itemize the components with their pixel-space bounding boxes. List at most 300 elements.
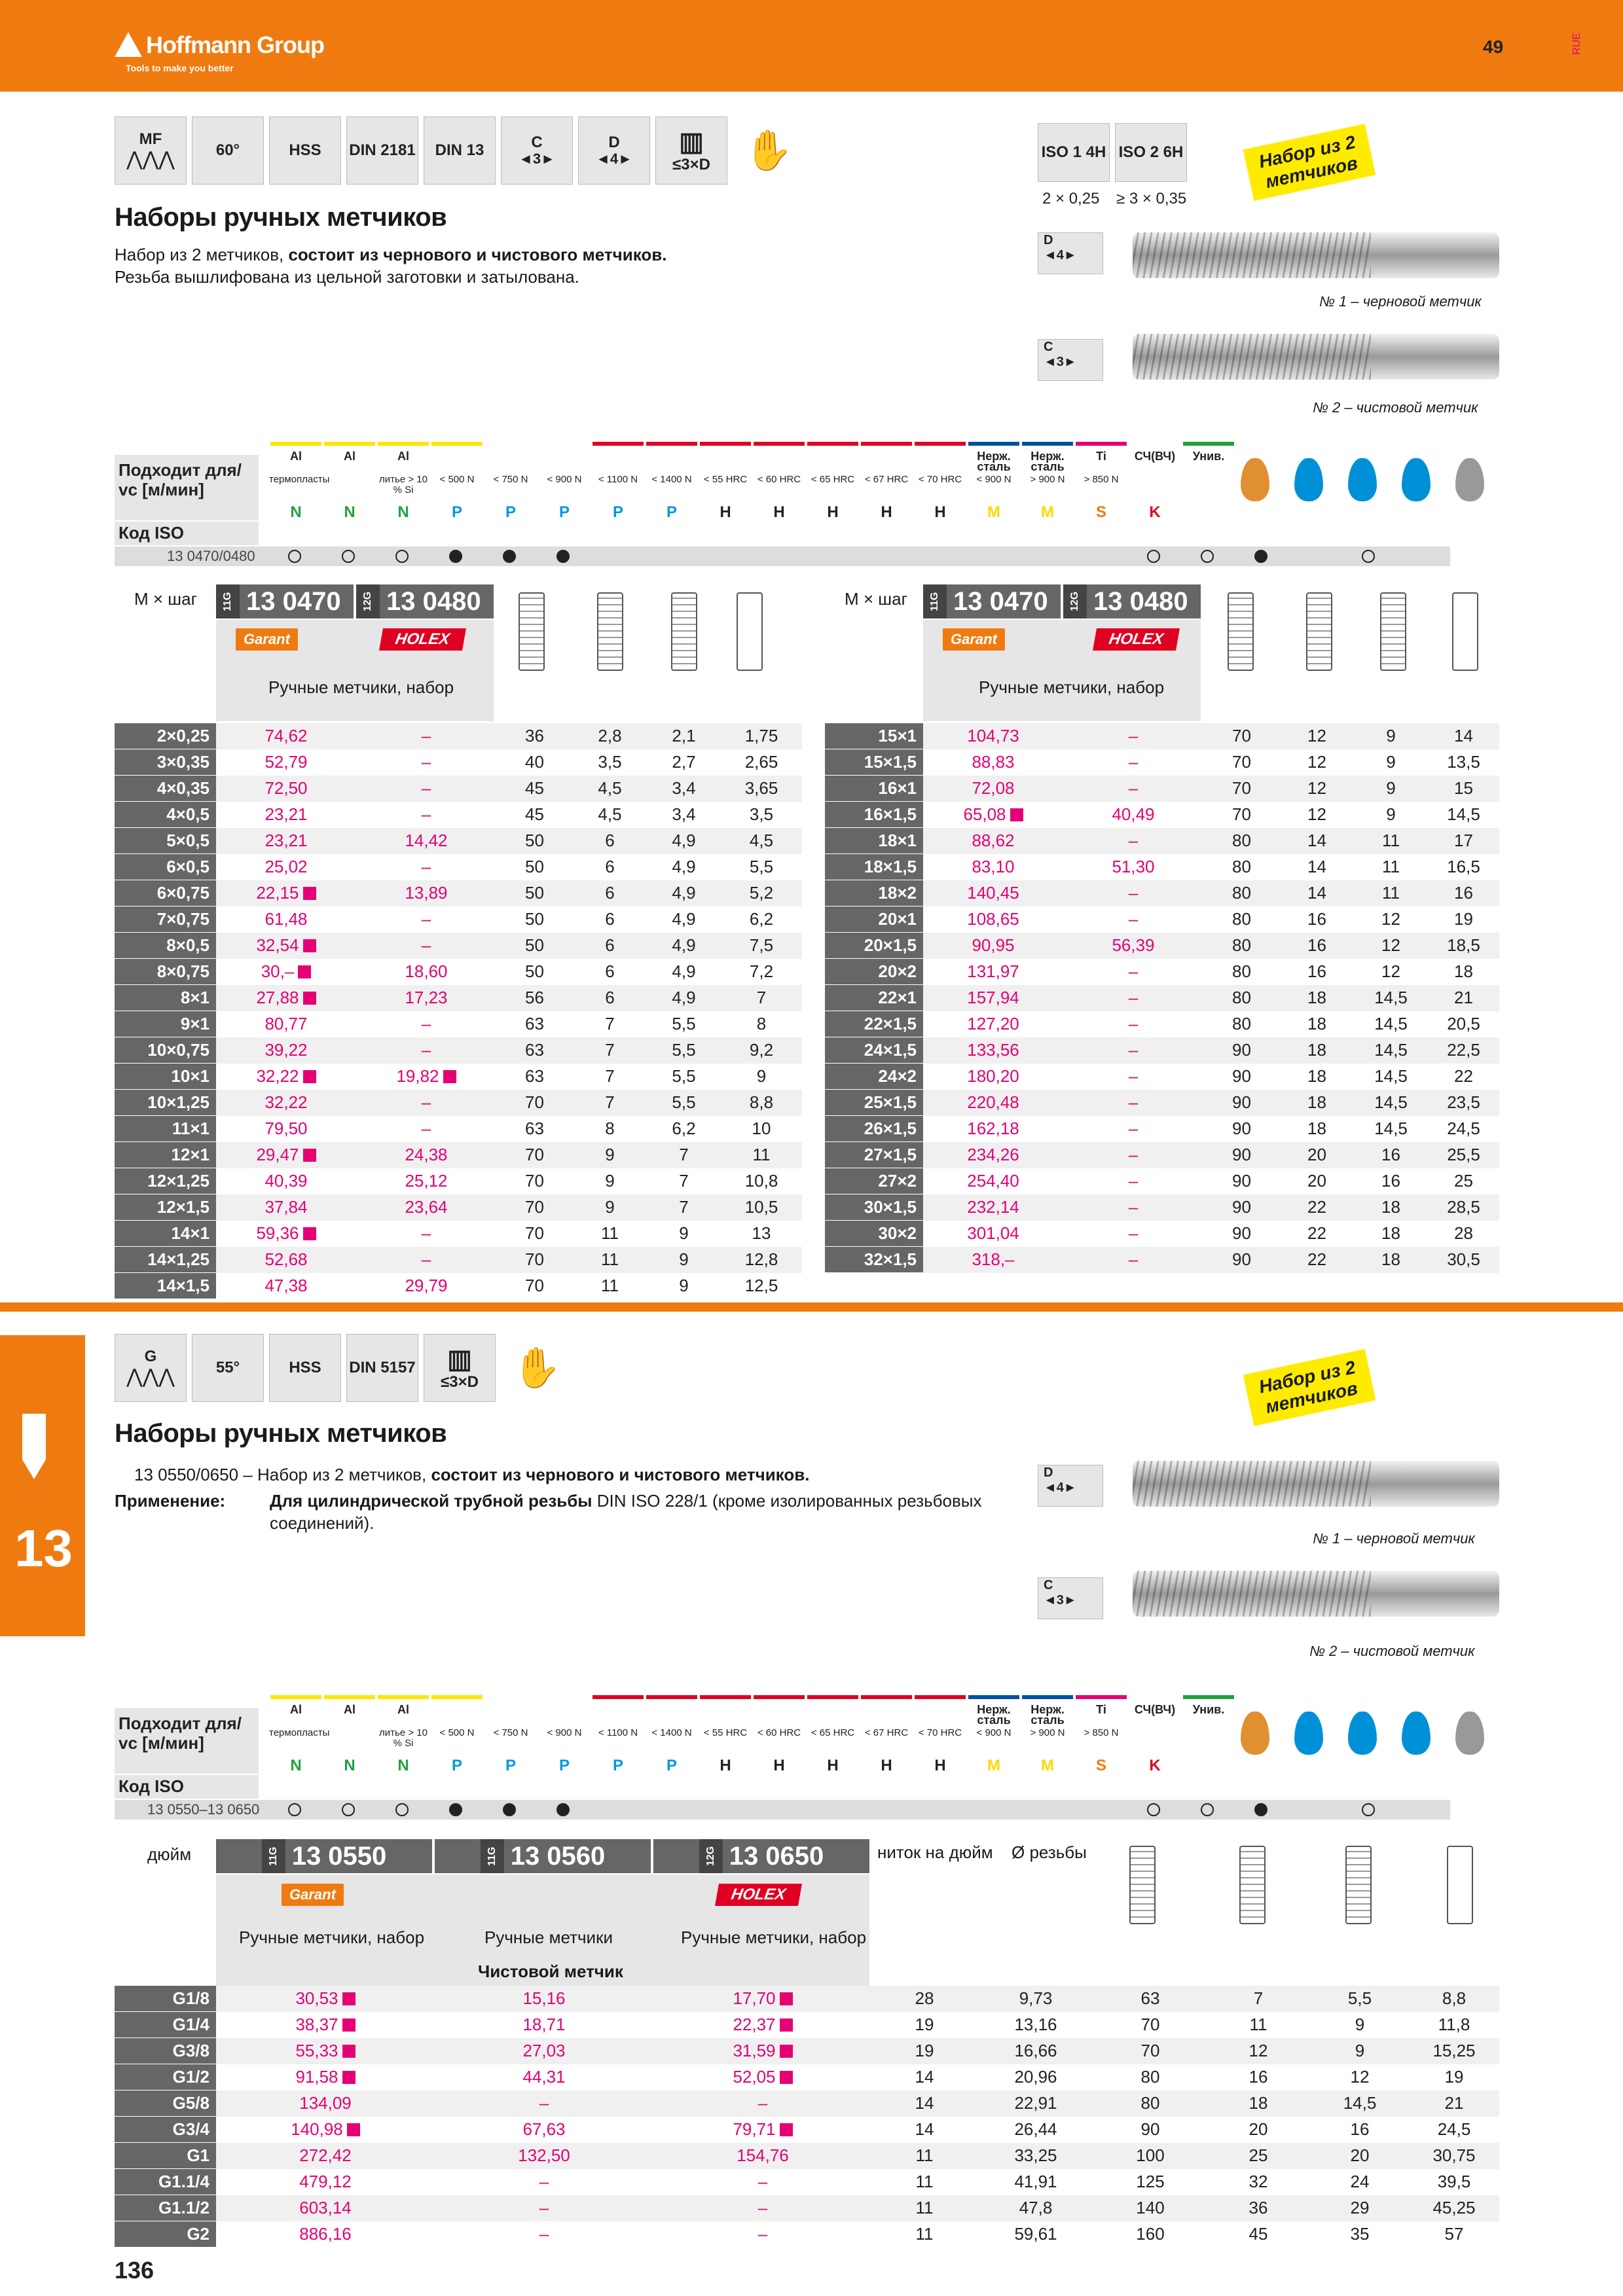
usage-mark xyxy=(449,1803,462,1816)
table-cell: 4,5 xyxy=(573,776,647,802)
table-cell: – xyxy=(1063,1247,1203,1273)
table-cell: 2,1 xyxy=(647,723,721,749)
table-cell: 232,14 xyxy=(923,1194,1063,1221)
iso-code: H xyxy=(773,1757,785,1774)
table-cell: 2,8 xyxy=(573,723,647,749)
table-cell: 45,25 xyxy=(1409,2195,1499,2221)
condition-color-bar xyxy=(324,1695,375,1699)
table-row xyxy=(825,880,1499,906)
table-cell: 80,77 xyxy=(264,1014,308,1033)
table-row xyxy=(115,1011,802,1037)
table-cell: 70 xyxy=(1203,723,1280,749)
condition-color-bar xyxy=(539,1695,590,1699)
iso-code: P xyxy=(505,1757,516,1774)
condition-sub: < 70 HRC xyxy=(918,1727,962,1738)
table-cell: – xyxy=(757,2224,768,2244)
table-cell: 12 xyxy=(1280,776,1354,802)
condition-sub: < 900 N xyxy=(976,1727,1012,1738)
conditions-table-1 xyxy=(115,442,1489,566)
table-cell: 47,8 xyxy=(977,2195,1095,2221)
table-cell: 52,79 xyxy=(264,752,308,772)
table-cell: 25 xyxy=(1206,2143,1311,2169)
condition-sub: < 67 HRC xyxy=(864,1727,909,1738)
condition-label xyxy=(591,1704,645,1728)
coolant-icon xyxy=(1455,1712,1484,1755)
table-cell: 80 xyxy=(1203,880,1280,906)
section1-description: Набор из 2 метчиков, состоит из чернового и чистового метчиков. Резьба вышлифована из цельной заготовки и затылована. xyxy=(115,245,667,287)
table-cell: 22 xyxy=(1307,1223,1326,1243)
table-cell: 10×1 xyxy=(115,1064,216,1090)
section2-description: 13 0550/0650 – Набор из 2 метчиков, состоит из чернового и чистового метчиков. xyxy=(134,1465,810,1484)
table-row xyxy=(825,906,1499,933)
table-cell: 16 xyxy=(1381,1171,1400,1191)
table-cell: 26,44 xyxy=(1014,2119,1057,2139)
condition-color-bar xyxy=(378,1695,429,1699)
table-cell: 22 xyxy=(1280,1194,1354,1221)
table-cell: 18,5 xyxy=(1428,933,1499,959)
tool2-form-box-2: C ◄3► xyxy=(1038,1577,1103,1619)
table-cell: 56,39 xyxy=(1063,933,1203,959)
table-cell: 80 xyxy=(1232,857,1251,876)
condition-label xyxy=(538,1704,591,1728)
table-cell: 100 xyxy=(1095,2143,1206,2169)
condition-col-9 xyxy=(752,442,806,521)
table-cell: 133,56 xyxy=(923,1037,1063,1064)
iso-code: M xyxy=(987,503,1000,521)
condition-label xyxy=(645,1704,699,1728)
condition-sub: < 55 HRC xyxy=(703,474,748,485)
table-row xyxy=(115,1168,802,1194)
holex-logo-sec2: HOLEX xyxy=(715,1884,802,1906)
conditions-title: Подходит для/ vc [м/мин] xyxy=(115,455,259,520)
page-tab-number: 49 xyxy=(1483,37,1504,57)
condition-color-bar xyxy=(646,442,697,446)
stock-square xyxy=(342,2018,356,2032)
symbol-form-c: C ◄3► xyxy=(501,117,573,185)
table-cell: G5/8 xyxy=(115,2090,216,2117)
table-cell: 5,5 xyxy=(672,1014,696,1033)
table-cell: 1,75 xyxy=(721,723,802,749)
table-cell: 14 xyxy=(1280,880,1354,906)
table-cell: G1.1/2 xyxy=(115,2195,216,2221)
table-cell: 36 xyxy=(496,723,573,749)
table-cell: 11,8 xyxy=(1438,2015,1470,2034)
subtitle-taps-set-right: Ручные метчики, набор xyxy=(979,677,1165,697)
table-row xyxy=(115,1986,1499,2012)
table-cell: 12 xyxy=(1307,804,1326,824)
iso-code: P xyxy=(612,1757,623,1774)
condition-col-9 xyxy=(752,1695,806,1774)
table-cell: 50 xyxy=(496,933,573,959)
condition-label: Al xyxy=(290,450,302,463)
table-cell: G1/4 xyxy=(115,2012,216,2038)
condition-sub: термопласты xyxy=(269,1727,330,1738)
condition-label xyxy=(913,1704,967,1728)
table-cell: 18 xyxy=(1206,2090,1311,2117)
table-cell: 24,5 xyxy=(1437,2119,1471,2139)
table-cell: 18 xyxy=(1354,1247,1428,1273)
table-cell: 2,65 xyxy=(744,752,778,772)
table-cell: 88,62 xyxy=(923,828,1063,854)
table-cell: 4,9 xyxy=(647,828,721,854)
code-row-label: 13 0550–13 0650 xyxy=(115,1800,1450,1820)
table-cell: – xyxy=(435,2195,653,2221)
table-cell: 32,22 xyxy=(216,1090,356,1116)
table-cell: 6 xyxy=(573,985,647,1011)
table-cell: 7,5 xyxy=(721,933,802,959)
usage-mark xyxy=(1362,550,1375,563)
condition-color-bar xyxy=(968,1695,1019,1699)
condition-color-bar xyxy=(485,1695,536,1699)
table-cell: 4,9 xyxy=(647,880,721,906)
table-cell: – xyxy=(1128,1014,1139,1033)
symbol-din2181: DIN 2181 xyxy=(346,117,418,185)
condition-label: Al xyxy=(397,1703,409,1716)
condition-label: Al xyxy=(397,450,409,463)
table-row xyxy=(115,776,802,802)
table-cell: 80 xyxy=(1232,909,1251,929)
table-row xyxy=(115,802,802,828)
table-cell: – xyxy=(653,2195,872,2221)
coolant-icon xyxy=(1294,1712,1323,1755)
condition-sub: < 500 N xyxy=(439,474,475,485)
table-cell: 12 xyxy=(1307,752,1326,772)
table-cell: 7 xyxy=(647,1142,721,1168)
table-cell: 28,5 xyxy=(1428,1194,1499,1221)
usage-mark xyxy=(342,550,355,563)
table-cell: 37,84 xyxy=(216,1194,356,1221)
table-cell: 80 xyxy=(1232,1014,1251,1033)
condition-sub: < 65 HRC xyxy=(811,1727,855,1738)
table-cell: 12×1,5 xyxy=(115,1194,216,1221)
symbol-hss: HSS xyxy=(269,117,341,185)
table-cell: 6,2 xyxy=(749,909,774,929)
table-cell: 4,9 xyxy=(672,909,696,929)
table-cell: 3,65 xyxy=(721,776,802,802)
table-cell: 20 xyxy=(1249,2119,1268,2139)
set-badge-2: Набор из 2 метчиков xyxy=(1243,1349,1376,1426)
table-cell: 24,5 xyxy=(1447,1119,1480,1138)
table-cell: 14,42 xyxy=(356,828,496,854)
coolant-icon xyxy=(1455,458,1484,501)
table-cell: 90 xyxy=(1140,2119,1160,2139)
condition-label xyxy=(699,1704,752,1728)
iso-code: P xyxy=(558,503,570,521)
condition-sub: < 900 N xyxy=(547,1727,582,1738)
table-cell: – xyxy=(421,1014,431,1033)
usage-mark xyxy=(1201,550,1214,563)
iso-code: M xyxy=(1041,503,1054,521)
condition-sub: < 65 HRC xyxy=(811,474,855,485)
condition-color-bar xyxy=(1129,442,1180,446)
table-row xyxy=(115,1116,802,1142)
brand-tagline: Tools to make you better xyxy=(126,63,234,73)
table-row xyxy=(115,985,802,1011)
table-cell: 603,14 xyxy=(216,2195,435,2221)
coolant-icon xyxy=(1402,458,1431,501)
table-cell: 90 xyxy=(1232,1223,1251,1243)
iso-code: H xyxy=(720,1757,731,1774)
condition-sub xyxy=(323,1728,376,1754)
table-cell: 18,60 xyxy=(405,961,448,981)
table-cell: 9 xyxy=(679,1223,689,1243)
tool1-form-box-2: D ◄4► xyxy=(1038,1465,1103,1507)
table-cell: 57 xyxy=(1444,2224,1464,2244)
table-cell: 8×0,75 xyxy=(115,959,216,985)
condition-label xyxy=(913,451,967,475)
table-cell: 15×1 xyxy=(825,723,923,749)
table-cell: 63 xyxy=(525,1119,544,1138)
table-cell: 80 xyxy=(1203,828,1280,854)
tool1-rough-tap-image xyxy=(1133,232,1499,278)
table-row xyxy=(825,1011,1499,1037)
table-cell: 25,5 xyxy=(1428,1142,1499,1168)
table-cell: 132,50 xyxy=(435,2143,653,2169)
table-cell: 40,39 xyxy=(264,1171,308,1191)
table-cell: 11 xyxy=(1382,857,1400,876)
iso-code: H xyxy=(827,503,839,521)
condition-color-bar xyxy=(861,442,912,446)
condition-col-13 xyxy=(967,1695,1021,1774)
condition-col-16 xyxy=(1128,442,1182,521)
table-cell: 90 xyxy=(1232,1066,1251,1086)
table-cell: 70 xyxy=(525,1223,544,1243)
table-cell: 104,73 xyxy=(923,723,1063,749)
stock-square xyxy=(303,992,316,1005)
table-cell: 30,53 xyxy=(216,1986,435,2012)
iso-code: H xyxy=(827,1757,839,1774)
table-cell: 10×0,75 xyxy=(115,1037,216,1064)
table-cell: 22,15 xyxy=(216,880,356,906)
condition-color-bar xyxy=(1129,1695,1180,1699)
table-sec1-right xyxy=(825,723,1499,1273)
table-row xyxy=(115,1090,802,1116)
table-cell: 8×0,5 xyxy=(115,933,216,959)
table-row xyxy=(825,959,1499,985)
condition-sub: < 1400 N xyxy=(651,1727,692,1738)
table-cell: 25,02 xyxy=(264,857,308,876)
table-cell: 220,48 xyxy=(923,1090,1063,1116)
table-cell: 24 xyxy=(1350,2172,1370,2191)
set-badge: Набор из 2 метчиков xyxy=(1243,124,1376,201)
table-cell: 27,03 xyxy=(435,2038,653,2064)
table-cell: 140 xyxy=(1095,2195,1206,2221)
table-cell: 80 xyxy=(1232,961,1251,981)
usage-mark xyxy=(1147,550,1160,563)
conditions-title: Подходит для/ vc [м/мин] xyxy=(115,1708,259,1774)
stock-square xyxy=(780,2071,793,2084)
table-cell: 90 xyxy=(1232,1171,1251,1191)
table-cell: 11 xyxy=(872,2143,977,2169)
condition-sub xyxy=(1128,1728,1182,1754)
condition-label: Нерж. сталь xyxy=(977,450,1011,473)
condition-col-1 xyxy=(323,1695,376,1774)
table-cell: 50 xyxy=(496,880,573,906)
condition-col-12 xyxy=(913,1695,967,1774)
table-cell: – xyxy=(356,1037,496,1064)
condition-label: Унив. xyxy=(1192,1703,1225,1716)
table-cell: 11 xyxy=(573,1247,647,1273)
table-cell: 35 xyxy=(1350,2224,1370,2244)
table-cell: 80 xyxy=(1203,933,1280,959)
condition-label xyxy=(484,451,538,475)
table-cell: 16×1 xyxy=(825,776,923,802)
holex-logo-left: HOLEX xyxy=(379,628,466,651)
stock-square xyxy=(780,2123,793,2136)
condition-sub: < 1100 N xyxy=(598,474,638,485)
table-cell: 45 xyxy=(1249,2224,1268,2244)
iso-code: N xyxy=(344,1757,356,1774)
table-row xyxy=(825,1037,1499,1064)
table-cell: 12 xyxy=(1381,909,1400,929)
table-cell: – xyxy=(421,857,431,876)
condition-label xyxy=(752,1704,806,1728)
table-cell: 70 xyxy=(1232,752,1251,772)
table-cell: 5,5 xyxy=(749,857,774,876)
table-cell: 16 xyxy=(1249,2067,1268,2087)
table-cell: 19 xyxy=(915,2015,934,2034)
coolant-icon xyxy=(1241,1712,1269,1755)
table-cell: 4,9 xyxy=(647,933,721,959)
code-130470-right: 11G 13 0470 xyxy=(923,584,1061,619)
coolant-icon xyxy=(1348,1712,1377,1755)
condition-color-bar xyxy=(539,442,590,446)
usage-mark xyxy=(395,1803,409,1816)
table-row xyxy=(825,749,1499,776)
table-cell: 40 xyxy=(525,752,544,772)
table-cell: 14,5 xyxy=(1447,804,1480,824)
table-cell: 63 xyxy=(1095,1986,1206,2012)
condition-sub: < 70 HRC xyxy=(918,474,962,485)
table-cell: – xyxy=(1128,909,1139,929)
table-cell: 13,5 xyxy=(1447,752,1480,772)
condition-col-7 xyxy=(645,442,699,521)
condition-color-bar xyxy=(968,442,1019,446)
condition-color-bar xyxy=(754,442,805,446)
usage-mark xyxy=(503,550,516,563)
table-cell: 22,91 xyxy=(977,2090,1095,2117)
language-code: RUE xyxy=(1571,33,1582,55)
iso-code: N xyxy=(344,503,356,521)
table-cell: 6×0,5 xyxy=(115,854,216,880)
iso-code: H xyxy=(720,503,731,521)
table-row xyxy=(115,749,802,776)
table-cell: 32,22 xyxy=(216,1064,356,1090)
tool2-label-2: № 2 – чистовой метчик xyxy=(1309,1643,1475,1659)
header-bar xyxy=(0,0,1623,92)
iso-code: P xyxy=(666,1757,677,1774)
table-row xyxy=(115,1273,802,1299)
usage-mark xyxy=(288,550,301,563)
symbol-g: G ⋀⋀⋀ xyxy=(115,1334,187,1402)
table-cell: – xyxy=(356,723,496,749)
table-cell: 15,25 xyxy=(1409,2038,1499,2064)
condition-col-14 xyxy=(1021,442,1074,521)
condition-col-0 xyxy=(269,442,330,521)
code-130470-left: 11G 13 0470 xyxy=(216,584,354,619)
table-row xyxy=(115,1247,802,1273)
table-cell: 63 xyxy=(525,1066,544,1086)
condition-color-bar xyxy=(1076,1695,1127,1699)
stock-square xyxy=(443,1070,456,1083)
table-row xyxy=(115,1194,802,1221)
code-130480-right: 12G 13 0480 xyxy=(1063,584,1201,619)
table-cell: – xyxy=(1063,880,1203,906)
table-cell: 59,61 xyxy=(1014,2224,1057,2244)
table-cell: 32,54 xyxy=(216,933,356,959)
table-cell: 9,2 xyxy=(721,1037,802,1064)
table-cell: – xyxy=(356,1247,496,1273)
table-cell: G1.1/4 xyxy=(115,2169,216,2195)
table-cell: 23,64 xyxy=(356,1194,496,1221)
table-cell: 9 xyxy=(1386,804,1396,824)
condition-label: Нерж. сталь xyxy=(1030,450,1065,473)
table-cell: 11 xyxy=(1249,2015,1267,2034)
table-row xyxy=(115,2169,1499,2195)
condition-sub: < 60 HRC xyxy=(757,474,801,485)
table-cell: 5×0,5 xyxy=(115,828,216,854)
condition-label xyxy=(430,451,484,475)
table-cell: 12,5 xyxy=(744,1276,778,1295)
table-cell: 23,21 xyxy=(264,804,308,824)
table-cell: 24,38 xyxy=(356,1142,496,1168)
table-cell: 70 xyxy=(525,1276,544,1295)
table-cell: 18 xyxy=(1307,1014,1326,1033)
condition-col-12 xyxy=(913,442,967,521)
hand-icon: ✋ xyxy=(501,1334,573,1402)
subtitle-sec2-3: Ручные метчики, набор xyxy=(681,1928,867,1947)
table-cell: 6 xyxy=(573,828,647,854)
table-cell: 45 xyxy=(525,804,544,824)
tool1-form-box: D ◄4► xyxy=(1038,232,1103,274)
table-cell: 2×0,25 xyxy=(115,723,216,749)
table-cell: 15,16 xyxy=(435,1986,653,2012)
iso-code: H xyxy=(934,503,946,521)
table-cell: 160 xyxy=(1136,2224,1165,2244)
section-divider xyxy=(0,1302,1623,1312)
shank-icon xyxy=(1306,592,1332,671)
table-cell: – xyxy=(435,2090,653,2117)
table-cell: 22,37 xyxy=(653,2012,872,2038)
table-row xyxy=(115,1142,802,1168)
condition-color-bar xyxy=(807,442,858,446)
table-cell: 4,9 xyxy=(672,857,696,876)
table-cell: 18 xyxy=(1307,1119,1326,1138)
table-cell: 20×1 xyxy=(825,906,923,933)
table-cell: – xyxy=(1128,1171,1139,1191)
section1-title: Наборы ручных метчиков xyxy=(115,203,447,232)
symbol-iso2: ISO 2 6H xyxy=(1115,123,1187,182)
condition-sub xyxy=(1182,475,1235,501)
table-cell: 8 xyxy=(756,1014,767,1033)
iso-code: H xyxy=(773,503,785,521)
table-cell: 5,5 xyxy=(1311,1986,1409,2012)
stock-square xyxy=(780,1992,793,2005)
conditions-table-2 xyxy=(115,1695,1489,1820)
condition-label xyxy=(591,451,645,475)
stock-square xyxy=(303,1227,316,1240)
table-cell: 18×1 xyxy=(825,828,923,854)
table-cell: 61,48 xyxy=(264,909,308,929)
condition-color-bar xyxy=(1183,1695,1234,1699)
table-cell: 7 xyxy=(647,1194,721,1221)
table-cell: 140,98 xyxy=(216,2117,435,2143)
table-cell: 20 xyxy=(1307,1171,1326,1191)
table-cell: 9 xyxy=(647,1247,721,1273)
condition-sub: термопласты xyxy=(269,474,330,485)
symbol-din13: DIN 13 xyxy=(424,117,496,185)
table-cell: 70 xyxy=(525,1171,544,1191)
